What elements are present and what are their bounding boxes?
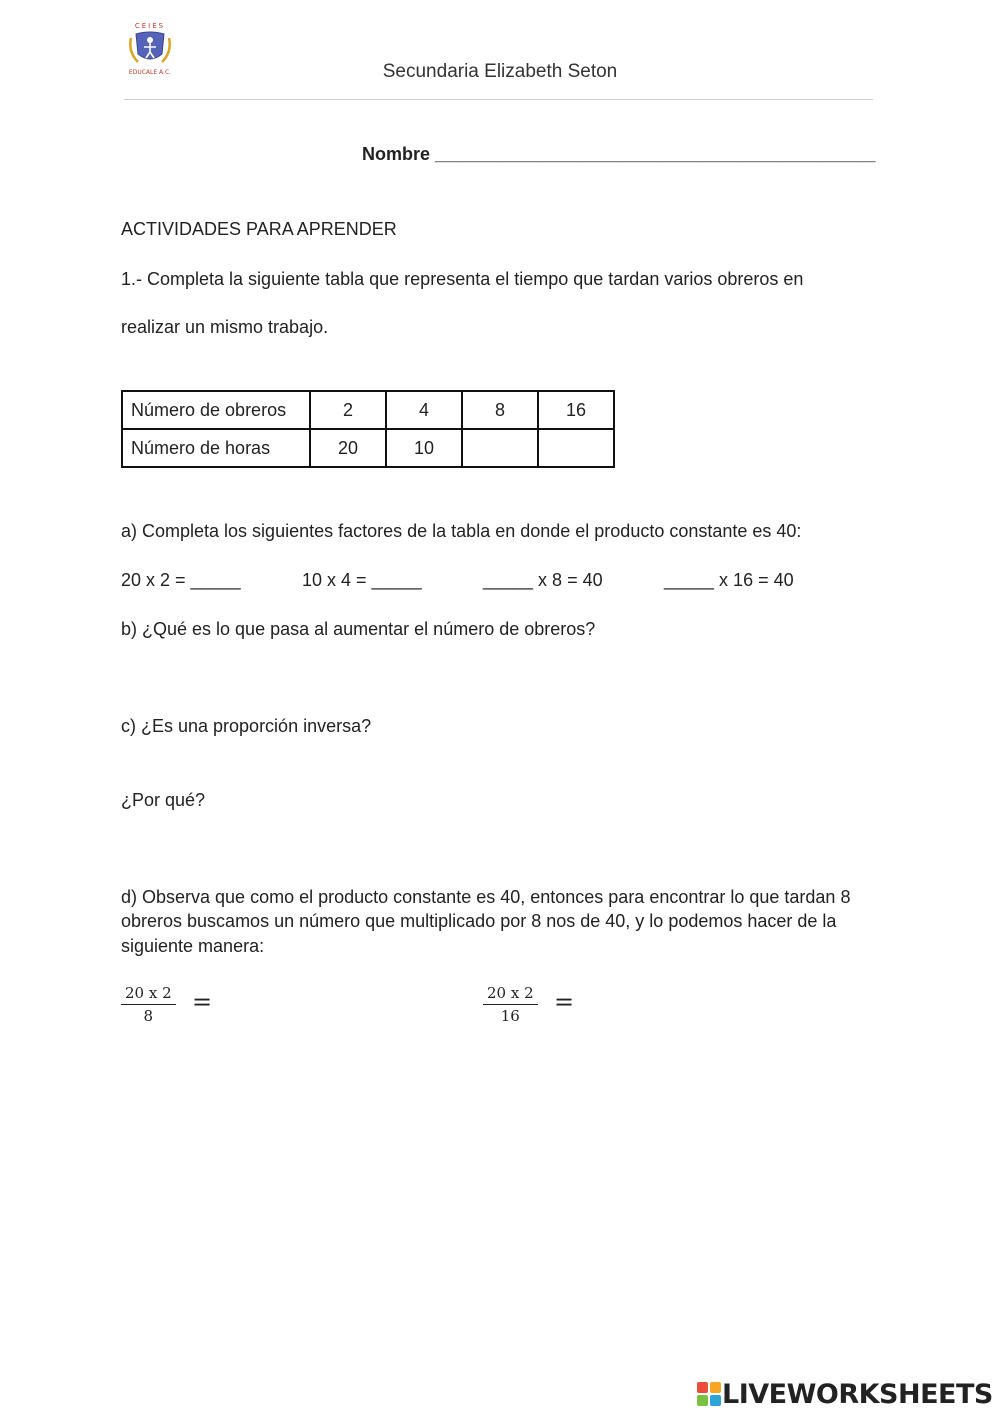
equals-sign: = — [554, 988, 575, 1016]
liveworksheets-logo — [696, 1378, 993, 1410]
logo-text-bottom: EDUCALE A.C. — [128, 69, 172, 76]
fraction-numerator: 20 x 2 — [483, 984, 538, 1005]
part-d-line2: obreros buscamos un número que multiplicado por 8 nos de 40, y lo podemos hacer de la — [121, 911, 837, 931]
equals-sign: = — [192, 988, 213, 1016]
table-row — [122, 429, 614, 467]
workers-hours-table — [121, 390, 615, 468]
header-divider — [124, 99, 873, 100]
equation-answer-field[interactable]: 10 x 4 = _____ — [302, 570, 422, 590]
part-b-prompt: b) ¿Qué es lo que pasa al aumentar el número de obreros? — [121, 619, 596, 639]
answer-cell-hours-8[interactable] — [462, 429, 538, 467]
liveworksheets-brand: LIVEWORKSHEETS — [722, 1378, 993, 1410]
brand-square — [697, 1395, 708, 1406]
part-c-why: ¿Por qué? — [121, 790, 206, 810]
equation-answer-field[interactable]: 20 x 2 = _____ — [121, 570, 241, 590]
fraction-denominator: 8 — [143, 1007, 154, 1025]
name-field[interactable]: Nombre ____________________________________________ — [362, 144, 876, 164]
liveworksheets-icon — [696, 1381, 722, 1407]
question1-line2: realizar un mismo trabajo. — [121, 317, 329, 337]
equation-answer-field[interactable]: _____ x 16 = 40 — [664, 570, 794, 590]
school-name: Secundaria Elizabeth Seton — [382, 61, 618, 82]
question1-line1: 1.- Completa la siguiente tabla que representa el tiempo que tardan varios obreros en — [121, 269, 804, 289]
brand-square — [697, 1382, 708, 1393]
brand-square — [710, 1382, 721, 1393]
section-title: ACTIVIDADES PARA APRENDER — [121, 219, 397, 239]
equation-answer-field[interactable]: _____ x 8 = 40 — [483, 570, 603, 590]
part-a-prompt: a) Completa los siguientes factores de la tabla en donde el producto constante es 40: — [121, 521, 802, 541]
table-row — [122, 391, 614, 429]
logo-text-top: CEIES — [134, 22, 166, 30]
table-cell: 16 — [538, 391, 614, 429]
row-label-hours: Número de horas — [122, 429, 310, 467]
table-cell: 4 — [386, 391, 462, 429]
fraction-expression — [483, 984, 538, 1025]
part-d-line3: siguiente manera: — [121, 936, 265, 956]
part-d-line1: d) Observa que como el producto constante es 40, entonces para encontrar lo que tardan 8 — [121, 887, 851, 907]
answer-cell-hours-16[interactable] — [538, 429, 614, 467]
fraction-denominator: 16 — [500, 1007, 520, 1025]
fraction-expression — [121, 984, 176, 1025]
table-cell: 2 — [310, 391, 386, 429]
table-cell: 20 — [310, 429, 386, 467]
fraction-numerator: 20 x 2 — [121, 984, 176, 1005]
brand-square — [710, 1395, 721, 1406]
part-c-prompt: c) ¿Es una proporción inversa? — [121, 716, 372, 736]
table-cell: 8 — [462, 391, 538, 429]
table-cell: 10 — [386, 429, 462, 467]
row-label-workers: Número de obreros — [122, 391, 310, 429]
